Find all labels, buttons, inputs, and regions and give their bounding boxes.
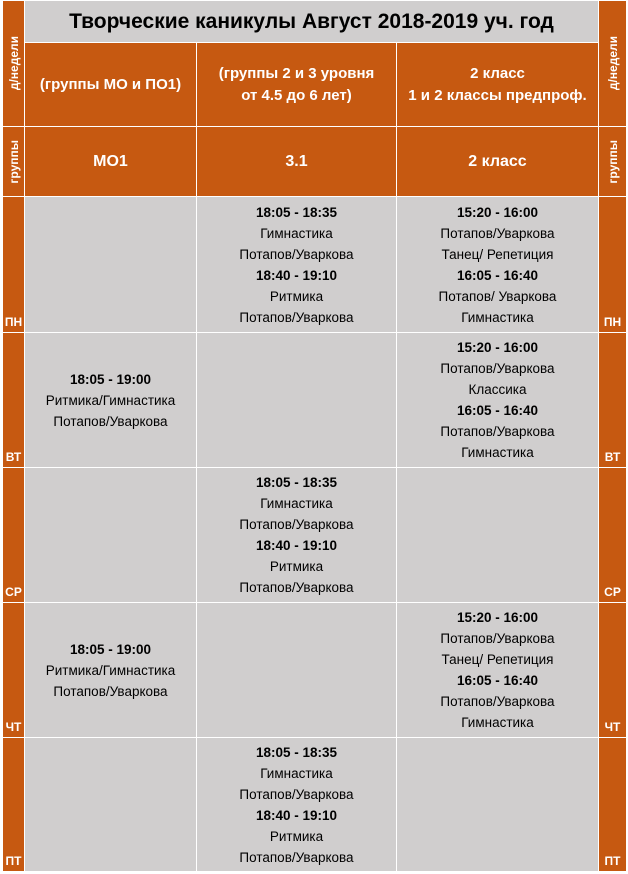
day-label-text: ПН [603, 315, 622, 329]
session-time: 18:05 - 19:00 [69, 641, 152, 657]
session-time: 16:05 - 16:40 [456, 403, 539, 418]
session-detail: Гимнастика [461, 309, 534, 325]
schedule-table [2, 0, 627, 872]
day-label-text: ЧТ [604, 720, 621, 734]
session-time: 16:05 - 16:40 [456, 673, 539, 688]
session-detail: Гимнастика [461, 715, 534, 730]
day-row [3, 738, 627, 872]
session-detail: Потапов/Уваркова [239, 517, 354, 532]
column-header-2-line-2: от 4.5 до 6 лет) [241, 86, 352, 104]
column-header-3 [397, 43, 599, 127]
session-time: 18:40 - 19:10 [255, 267, 338, 283]
day-label-text: СР [604, 585, 621, 599]
session-detail: Потапов/Уваркова [440, 631, 555, 646]
group-name-1: МО1 [25, 127, 197, 197]
session-time: 16:05 - 16:40 [456, 267, 539, 283]
day-label-left [3, 197, 25, 333]
schedule-cell-col3 [397, 197, 599, 333]
day-label-right [599, 333, 627, 468]
day-label-right [599, 738, 627, 872]
session-detail: Танец/ Репетиция [441, 246, 554, 262]
session-time: 18:05 - 18:35 [255, 744, 338, 760]
day-label-left [3, 738, 25, 872]
schedule-cell-col3 [397, 603, 599, 738]
column-header-3-line-1: 2 класс [470, 64, 525, 82]
day-label-text: ВТ [604, 450, 621, 464]
schedule-cell-col2 [197, 333, 397, 468]
day-label-text: ПТ [5, 854, 22, 868]
session-detail: Потапов/Уваркова [239, 246, 354, 262]
session-detail: Потапов/Уваркова [53, 413, 168, 429]
session-detail: Ритмика [269, 288, 324, 304]
page-title: Творческие каникулы Август 2018-2019 уч. год [25, 1, 599, 43]
session-detail: Потапов/ Уваркова [438, 288, 557, 304]
day-row [3, 333, 627, 468]
session-time: 15:20 - 16:00 [456, 340, 539, 355]
session-detail: Гимнастика [260, 225, 333, 241]
session-time: 15:20 - 16:00 [456, 204, 539, 220]
day-label-text: ПН [4, 315, 23, 329]
column-header-1: (группы МО и ПО1) [25, 43, 197, 127]
column-header-3-line-2: 1 и 2 классы предпроф. [408, 86, 587, 104]
column-header-2 [197, 43, 397, 127]
session-time: 18:40 - 19:10 [255, 807, 338, 823]
session-detail: Потапов/Уваркова [239, 786, 354, 802]
session-detail: Потапов/Уваркова [239, 309, 354, 325]
day-label-left [3, 333, 25, 468]
days-of-week-label-right: д/недели [599, 1, 627, 127]
schedule-cell-col2 [197, 197, 397, 333]
day-label-left [3, 603, 25, 738]
session-detail: Потапов/Уваркова [440, 424, 555, 439]
day-row [3, 603, 627, 738]
schedule-cell-col2 [197, 603, 397, 738]
session-detail: Ритмика [269, 828, 324, 844]
day-label-text: СР [5, 585, 22, 599]
session-time: 18:05 - 19:00 [69, 371, 152, 387]
session-time: 18:40 - 19:10 [255, 538, 338, 553]
session-time: 18:05 - 18:35 [255, 204, 338, 220]
day-label-right [599, 468, 627, 603]
session-detail: Классика [468, 382, 527, 397]
schedule-cell-col2 [197, 738, 397, 872]
day-row [3, 468, 627, 603]
schedule-cell-col3 [397, 333, 599, 468]
schedule-cell-col2 [197, 468, 397, 603]
day-label-left [3, 468, 25, 603]
day-label-text: ЧТ [5, 720, 22, 734]
session-detail: Потапов/Уваркова [53, 683, 168, 699]
groups-label-left: группы [3, 127, 25, 197]
schedule-cell-col1 [25, 197, 197, 333]
session-detail: Гимнастика [260, 765, 333, 781]
schedule-cell-col1 [25, 603, 197, 738]
schedule-cell-col1 [25, 468, 197, 603]
session-detail: Танец/ Репетиция [441, 652, 554, 667]
session-detail: Ритмика/Гимнастика [45, 392, 176, 408]
schedule-cell-col3 [397, 468, 599, 603]
session-detail: Потапов/Уваркова [440, 694, 555, 709]
day-label-right [599, 603, 627, 738]
session-detail: Потапов/Уваркова [440, 225, 555, 241]
days-of-week-label-left: д/недели [3, 1, 25, 127]
session-time: 18:05 - 18:35 [255, 475, 338, 490]
session-detail: Ритмика/Гимнастика [45, 662, 176, 678]
schedule-cell-col3 [397, 738, 599, 872]
schedule-cell-col1 [25, 333, 197, 468]
day-row [3, 197, 627, 333]
session-detail: Гимнастика [260, 496, 333, 511]
session-detail: Потапов/Уваркова [239, 580, 354, 595]
session-detail: Потапов/Уваркова [239, 849, 354, 865]
day-label-right [599, 197, 627, 333]
column-header-2-line-1: (группы 2 и 3 уровня [218, 64, 375, 82]
group-name-3: 2 класс [397, 127, 599, 197]
group-name-2: 3.1 [197, 127, 397, 197]
session-detail: Потапов/Уваркова [440, 361, 555, 376]
day-label-text: ВТ [5, 450, 22, 464]
session-detail: Ритмика [269, 559, 324, 574]
groups-label-right: группы [599, 127, 627, 197]
schedule-cell-col1 [25, 738, 197, 872]
session-detail: Гимнастика [461, 445, 534, 460]
session-time: 15:20 - 16:00 [456, 610, 539, 625]
day-label-text: ПТ [604, 854, 621, 868]
